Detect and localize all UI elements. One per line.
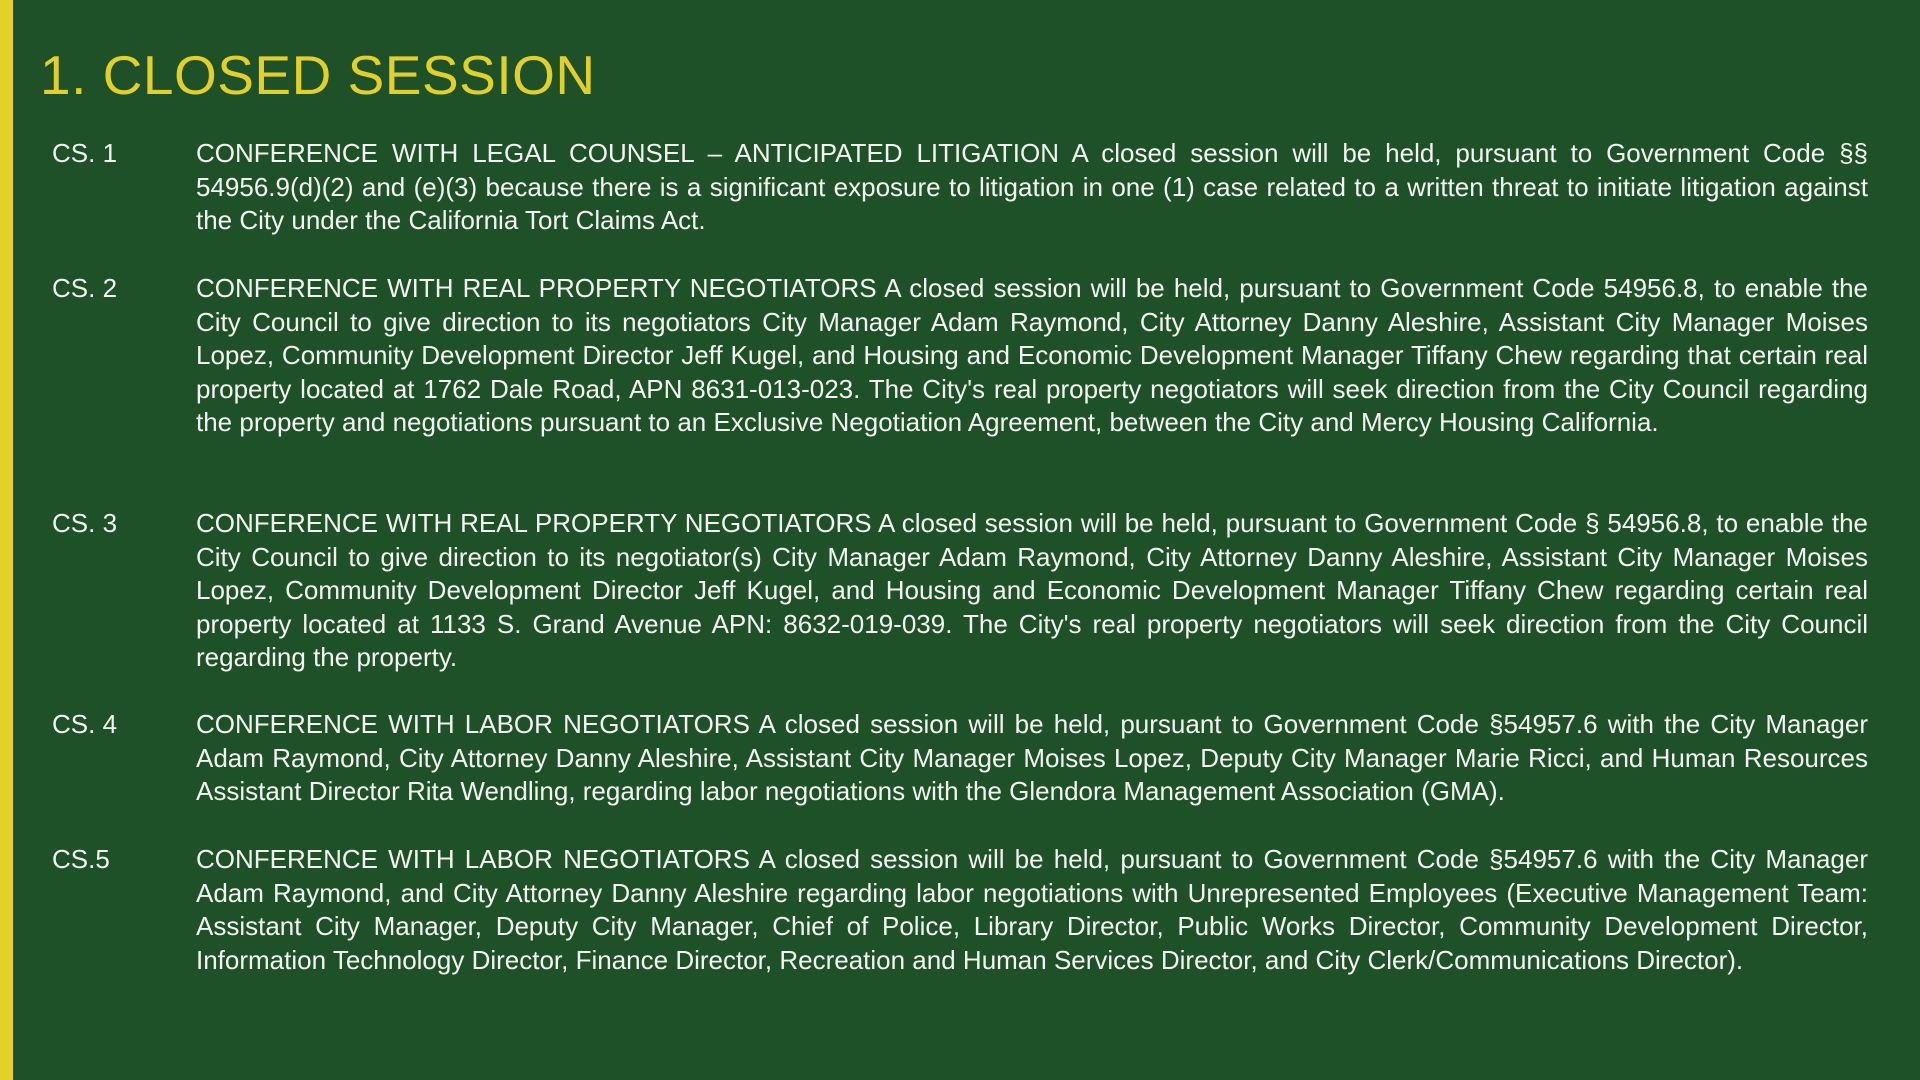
item-text: CONFERENCE WITH LABOR NEGOTIATORS A closed session will be held, pursuant to Government Code §54957.6 with the City Manager Adam Raymond, City Attorney Danny Aleshire, Assistant City Manager Moises Lopez, Deputy City Manager Marie Ricci, and Human Resources Assistant Director Rita Wendling, regarding labor negotiations with the Glendora Management Association (GMA). xyxy=(196,709,1868,806)
item-number: CS. 1 xyxy=(52,138,118,168)
item-text: CONFERENCE WITH LEGAL COUNSEL – ANTICIPATED LITIGATION A closed session will be held, pursuant to Government Code §§ 54956.9(d)(2) and (e)(3) because there is a significant exposure to litigation in one (1) case related to a written threat to initiate litigation against the City under the California Tort Claims Act. xyxy=(196,138,1868,235)
item-number: CS.5 xyxy=(52,844,110,874)
left-accent-bar xyxy=(0,0,13,1080)
item-number: CS. 2 xyxy=(52,273,118,303)
item-text: CONFERENCE WITH LABOR NEGOTIATORS A closed session will be held, pursuant to Government Code §54957.6 with the City Manager Adam Raymond, and City Attorney Danny Aleshire regarding labor negotiations with Unrepresented Employees (Executive Management Team: Assistant City Manager, Deputy City Manager, Chief of Police, Library Director, Public Works Director, Community Development Director, Information Technology Director, Finance Director, Recreation and Human Services Director, and City Clerk/Communications Director). xyxy=(196,844,1868,975)
item-text: CONFERENCE WITH REAL PROPERTY NEGOTIATORS A closed session will be held, pursuant to Government Code § 54956.8, to enable the City Council to give direction to its negotiator(s) City Manager Adam Raymond, City Attorney Danny Aleshire, Assistant City Manager Moises Lopez, Community Development Director Jeff Kugel, and Housing and Economic Development Manager Tiffany Chew regarding certain real property located at 1133 S. Grand Avenue APN: 8632-019-039. The City's real property negotiators will seek direction from the City Council regarding the property. xyxy=(196,508,1868,672)
item-number: CS. 4 xyxy=(52,709,118,739)
page-title: 1. CLOSED SESSION xyxy=(40,44,596,106)
item-text: CONFERENCE WITH REAL PROPERTY NEGOTIATORS A closed session will be held, pursuant to Government Code 54956.8, to enable the City Council to give direction to its negotiators City Manager Adam Raymond, City Attorney Danny Aleshire, Assistant City Manager Moises Lopez, Community Development Director Jeff Kugel, and Housing and Economic Development Manager Tiffany Chew regarding that certain real property located at 1762 Dale Road, APN 8631-013-023. The City's real property negotiators will seek direction from the City Council regarding the property and negotiations pursuant to an Exclusive Negotiation Agreement, between the City and Mercy Housing California. xyxy=(196,273,1868,437)
item-number: CS. 3 xyxy=(52,508,118,538)
